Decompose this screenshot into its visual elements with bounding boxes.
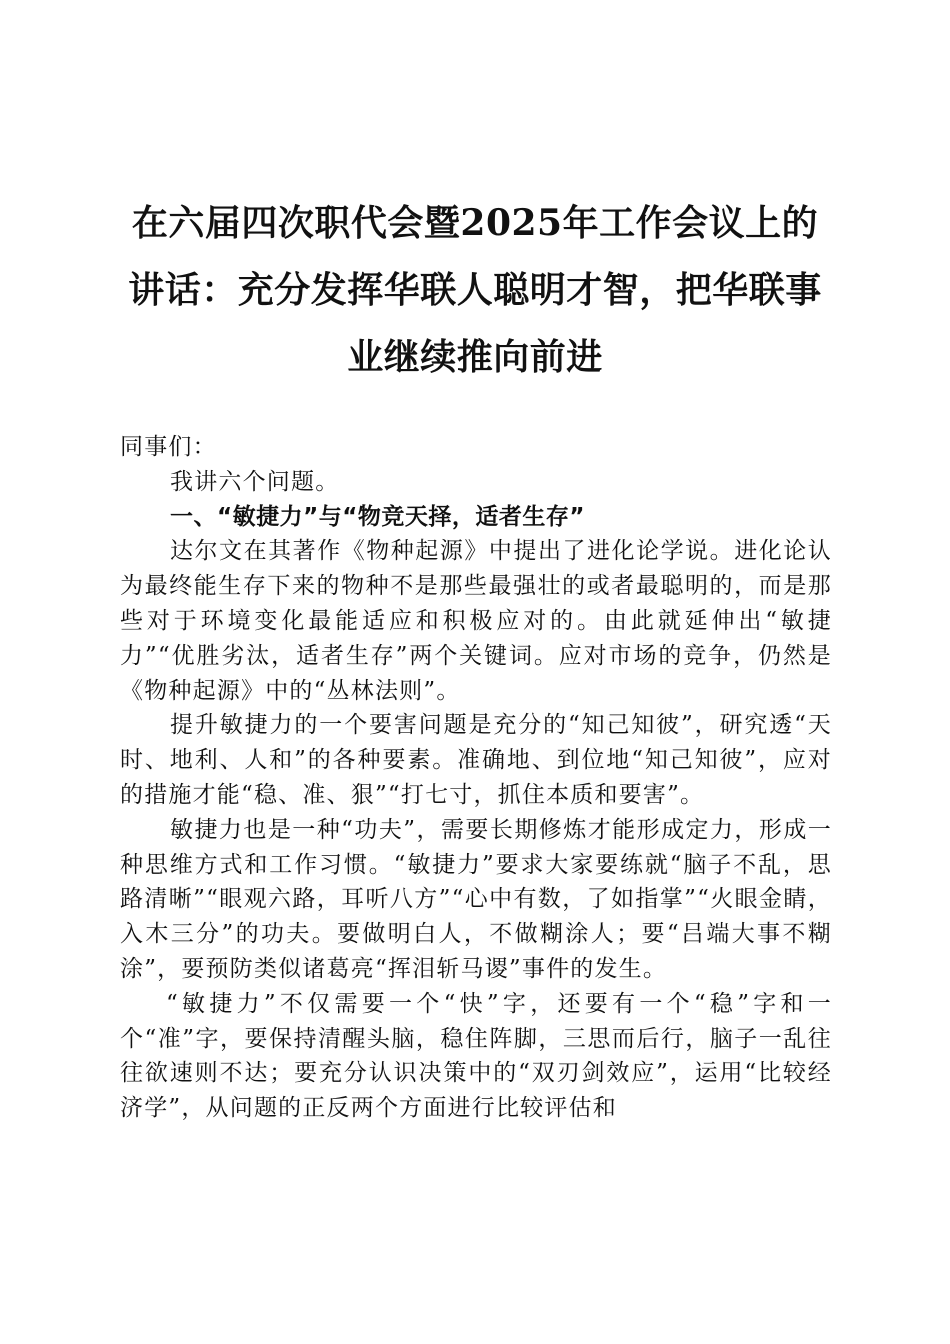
body-paragraph: 敏捷力也是一种“功夫”，需要长期修炼才能形成定力，形成一种思维方式和工作习惯。“敏捷力”要求大家要练就“脑子不乱，思路清晰”“眼观六路，耳听八方”“心中有数，了如指掌”“火眼金睛，入木三分”的功夫。要做明白人，不做糊涂人；要“吕端大事不糊涂”，要预防类似诸葛亮“挥泪斩马谡”事件的发生。 (120, 816, 832, 982)
document-body (120, 430, 832, 1126)
intro-paragraph: 我讲六个问题。 (170, 468, 340, 495)
body-paragraph: 达尔文在其著作《物种起源》中提出了进化论学说。进化论认为最终能生存下来的物种不是那些最强壮的或者最聪明的，而是那些对于环境变化最能适应和积极应对的。由此就延伸出“敏捷力”“优胜劣汰，适者生存”两个关键词。应对市场的竞争，仍然是《物种起源》中的“丛林法则”。 (120, 538, 832, 704)
page-title: 在六届四次职代会暨2025年工作会议上的讲话：充分发挥华联人聪明才智，把华联事业继续推向前进 (128, 202, 822, 378)
salutation: 同事们： (120, 434, 217, 460)
body-paragraph: 提升敏捷力的一个要害问题是充分的“知己知彼”，研究透“天时、地利、人和”的各种要素。准确地、到位地“知己知彼”，应对的措施才能“稳、准、狠”“打七寸，抓住本质和要害”。 (120, 712, 832, 808)
section-heading: 一、“敏捷力”与“物竞天择，适者生存” (170, 503, 585, 530)
body-paragraph: “敏捷力”不仅需要一个“快”字，还要有一个“稳”字和一个“准”字，要保持清醒头脑，稳住阵脚，三思而后行，脑子一乱往往欲速则不达；要充分认识决策中的“双刃剑效应”，运用“比较经济学”，从问题的正反两个方面进行比较评估和 (120, 990, 832, 1122)
